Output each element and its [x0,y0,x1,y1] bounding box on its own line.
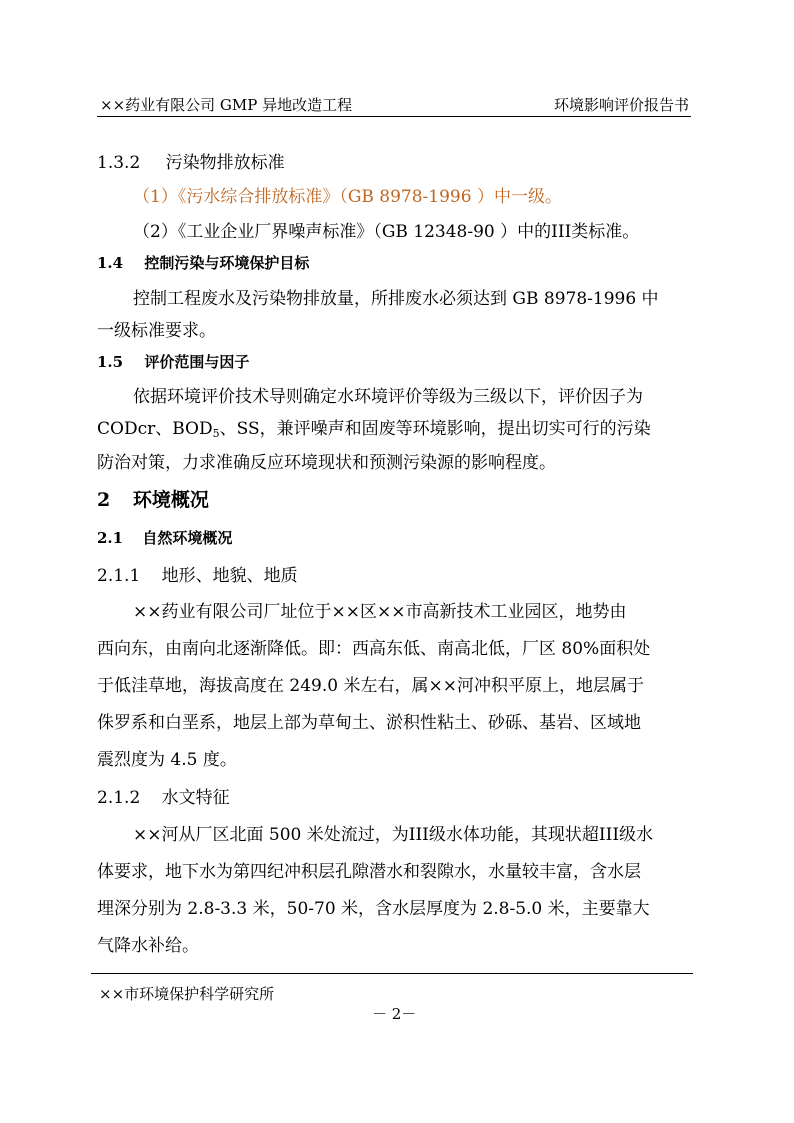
paragraph-line [97,414,651,440]
section-title: 控制污染与环境保护目标 [144,254,310,272]
section-2-1-2-heading [97,783,230,808]
paragraph-line: 一级标准要求。 [97,321,216,341]
paragraph-line: ××河从厂区北面 500 米处流过，为III级水体功能，其现状超III级水 [133,825,654,845]
text-run: CODcr、BOD [97,419,213,439]
paragraph-line: 依据环境评价技术导则确定水环境评价等级为三级以下，评价因子为 [133,387,643,407]
paragraph-line: 侏罗系和白垩系，地层上部为草甸土、淤积性粘土、砂砾、基岩、区域地 [97,713,641,733]
section-number: 2.1.2 [97,788,141,808]
paragraph-line: 防治对策，力求准确反应环境现状和预测污染源的影响程度。 [97,453,556,473]
chapter-2-heading [97,485,209,512]
paragraph-line: 气降水补给。 [97,936,199,956]
section-1-3-2-heading [97,148,285,173]
paragraph-line: 震烈度为 4.5 度。 [97,750,237,770]
page-header [97,92,691,117]
chapter-title: 环境概况 [132,489,209,511]
section-1-5-heading [97,351,249,372]
section-title: 地形、地貌、地质 [161,566,298,586]
standard-item-1: （1）《污水综合排放标准》（GB 8978-1996 ）中一级。 [133,187,562,207]
paragraph-line: 控制工程废水及污染物排放量，所排废水必须达到 GB 8978-1996 中 [133,289,659,309]
paragraph-line: 体要求，地下水为第四纪冲积层孔隙潜水和裂隙水，水量较丰富，含水层 [97,862,641,882]
section-title: 评价范围与因子 [144,353,250,371]
section-number: 2.1.1 [97,566,141,586]
section-2-1-1-heading [97,561,298,586]
section-number: 1.5 [97,353,124,371]
section-number: 2.1 [97,529,124,547]
section-title: 污染物排放标准 [165,153,285,173]
section-number: 1.3.2 [97,153,141,173]
section-number: 1.4 [97,254,124,272]
paragraph-line: 西向东，由南向北逐渐降低。即：西高东低、南高北低，厂区 80%面积处 [97,639,651,659]
header-project-title: ××药业有限公司 GMP 异地改造工程 [100,96,353,114]
paragraph-line: ××药业有限公司厂址位于××区××市高新技术工业园区，地势由 [133,602,627,622]
standard-item-2: （2）《工业企业厂界噪声标准》（GB 12348-90 ）中的III类标准。 [133,222,640,242]
section-2-1-heading [97,527,232,548]
page-number: － 2－ [372,1005,417,1023]
paragraph-line: 于低洼草地，海拔高度在 249.0 米左右，属××河冲积平原上，地层属于 [97,676,644,696]
text-run: 、SS，兼评噪声和固废等环境影响，提出切实可行的污染 [219,419,651,439]
section-title: 自然环境概况 [142,529,233,547]
subscript: 5 [212,427,220,440]
footer-organization: ××市环境保护科学研究所 [99,985,275,1003]
section-1-4-heading [97,252,309,273]
paragraph-line: 埋深分别为 2.8-3.3 米，50-70 米，含水层厚度为 2.8-5.0 米，主要靠大 [97,899,650,919]
section-title: 水文特征 [161,788,230,808]
header-report-title: 环境影响评价报告书 [553,96,689,114]
chapter-number: 2 [97,489,111,511]
footer-divider [91,973,693,974]
